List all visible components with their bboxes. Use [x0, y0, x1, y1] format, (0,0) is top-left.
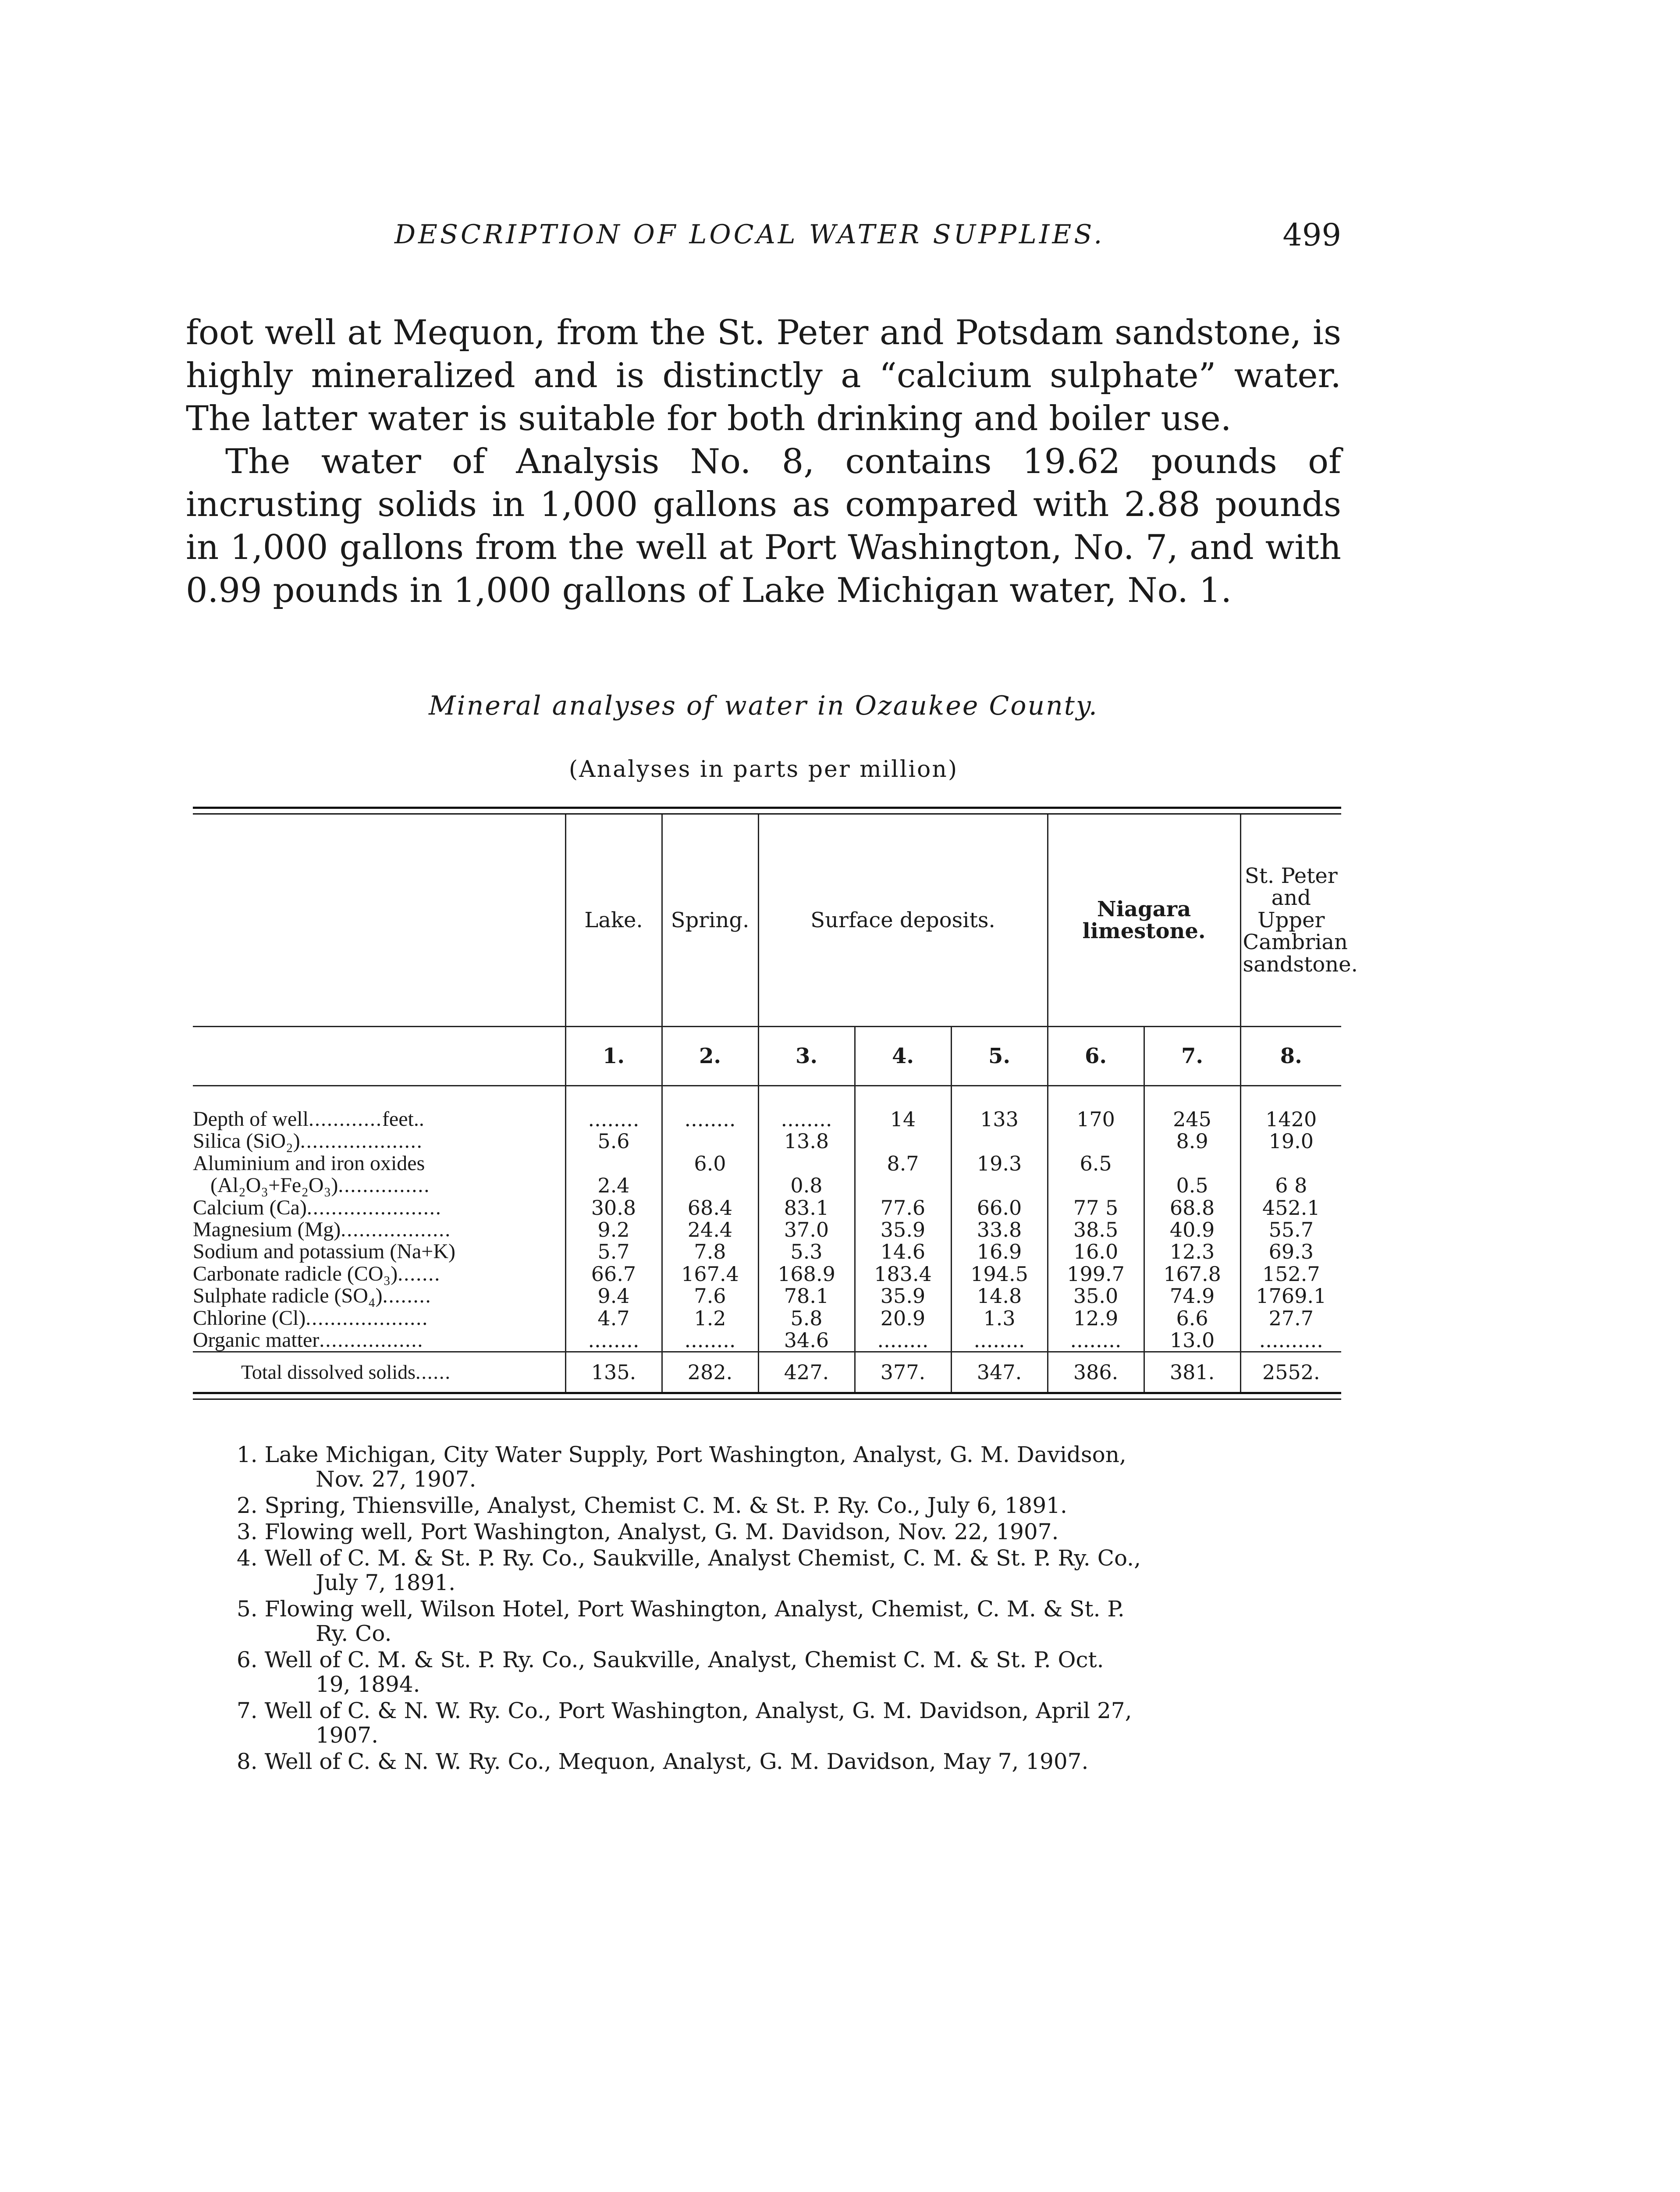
table-cell: 245 — [1144, 1086, 1240, 1131]
footnote — [237, 1698, 1341, 1747]
table-cell: 19.3 — [951, 1153, 1048, 1174]
footnote-text: Flowing well, Port Washington, Analyst, G. M. Davidson, Nov. 22, 1907. — [264, 1519, 1059, 1544]
table-cell: ........ — [1048, 1329, 1144, 1352]
leader-dots: ...... — [416, 1361, 451, 1384]
footnotes — [237, 1442, 1341, 1776]
table-cell: ........ — [758, 1086, 855, 1131]
table-cell: 452.1 — [1240, 1197, 1341, 1219]
table-cell: 78.1 — [758, 1285, 855, 1307]
table-cell: 74.9 — [1144, 1285, 1240, 1307]
table-cell — [1240, 1153, 1341, 1174]
table-cell: 68.8 — [1144, 1197, 1240, 1219]
table-row — [193, 1086, 1341, 1131]
row-label — [193, 1086, 565, 1131]
leader-dots: ........ — [382, 1284, 432, 1308]
footnote-continuation: Nov. 27, 1907. — [316, 1466, 476, 1492]
table-cell: 77.6 — [855, 1197, 951, 1219]
table-cell — [855, 1130, 951, 1152]
table-cell: 12.3 — [1144, 1241, 1240, 1263]
footnote-number: 6. — [237, 1647, 258, 1672]
table-cell: 14.8 — [951, 1285, 1048, 1307]
footnote-number: 1. — [237, 1442, 258, 1467]
table-cell: 30.8 — [565, 1197, 662, 1219]
footnote-text: Well of C. M. & St. P. Ry. Co., Saukville, Analyst, Chemist C. M. & St. P. Oct. — [264, 1647, 1104, 1672]
header-lake: Lake. — [565, 815, 662, 1027]
footnote-number: 3. — [237, 1519, 258, 1544]
header-spring: Spring. — [662, 815, 758, 1027]
row-label-text: Sodium and potassium (Na+K) — [193, 1240, 456, 1263]
leader-dots: .................. — [341, 1217, 451, 1241]
footnote — [237, 1749, 1341, 1774]
table-cell: ........ — [565, 1329, 662, 1352]
table-cell: ........ — [662, 1086, 758, 1131]
stub-header — [193, 815, 565, 1027]
row-label — [193, 1153, 565, 1174]
row-label-text: Depth of well — [193, 1107, 309, 1131]
table-cell: 8.7 — [855, 1153, 951, 1174]
table-cell: 83.1 — [758, 1197, 855, 1219]
table-cell: 27.7 — [1240, 1307, 1341, 1329]
row-label — [193, 1263, 565, 1285]
footnote — [237, 1546, 1341, 1595]
table-cell: 7.6 — [662, 1285, 758, 1307]
page-number: 499 — [1282, 217, 1341, 253]
paragraph: foot well at Mequon, from the St. Peter and Potsdam sandstone, is highly mineralized and is distinctly a “calcium sulphate” water. The latter water is suitable for both drinking and boiler use. — [186, 313, 1341, 438]
table-cell: 1420 — [1240, 1086, 1341, 1131]
row-label-text: Organic matter — [193, 1328, 320, 1352]
column-number: 7. — [1144, 1027, 1240, 1086]
footnote-continuation: 1907. — [316, 1722, 379, 1748]
table-cell — [951, 1130, 1048, 1152]
table-cell: 5.8 — [758, 1307, 855, 1329]
paragraph: The water of Analysis No. 8, contains 19.62 pounds of incrusting solids in 1,000 gallons as compared with 2.88 pounds in 1,000 gallons from the well at Port Washington, No. 7, and with 0.99 pounds in 1,000 gallons of Lake Michigan water, No. 1. — [186, 442, 1341, 610]
header-st-peter-sandstone: St. Peter and Upper Cambrian sandstone. — [1240, 815, 1341, 1027]
table-cell: 8.9 — [1144, 1130, 1240, 1152]
table-cell: 5.3 — [758, 1241, 855, 1263]
mineral-analyses-table — [193, 815, 1358, 1392]
table-cell: 69.3 — [1240, 1241, 1341, 1263]
table-cell: 20.9 — [855, 1307, 951, 1329]
row-label-text: Magnesium (Mg) — [193, 1217, 341, 1241]
total-cell: 347. — [951, 1352, 1048, 1392]
table-cell — [951, 1174, 1048, 1196]
row-label — [193, 1285, 565, 1307]
table-cell — [662, 1174, 758, 1196]
row-label — [193, 1241, 565, 1263]
row-label-text: Carbonate radicle (CO₃) — [193, 1262, 398, 1285]
table-cell: 183.4 — [855, 1263, 951, 1285]
table-cell: 19.0 — [1240, 1130, 1341, 1152]
footnote — [237, 1519, 1341, 1544]
footnote — [237, 1597, 1341, 1646]
table-cell: 77 5 — [1048, 1197, 1144, 1219]
table-cell: ........ — [662, 1329, 758, 1352]
total-cell: 377. — [855, 1352, 951, 1392]
row-label-text: Aluminium and iron oxides — [193, 1151, 425, 1175]
table-cell: 38.5 — [1048, 1219, 1144, 1241]
table-cell: 1769.1 — [1240, 1285, 1341, 1307]
table-cell: 167.8 — [1144, 1263, 1240, 1285]
table-cell: 5.7 — [565, 1241, 662, 1263]
table-cell: 4.7 — [565, 1307, 662, 1329]
table-cell — [1048, 1174, 1144, 1196]
table-cell: 13.8 — [758, 1130, 855, 1152]
footnote-text: Well of C. & N. W. Ry. Co., Mequon, Analyst, G. M. Davidson, May 7, 1907. — [264, 1749, 1089, 1774]
column-number: 4. — [855, 1027, 951, 1086]
row-label — [193, 1130, 565, 1152]
table-cell: 168.9 — [758, 1263, 855, 1285]
table-cell: 24.4 — [662, 1219, 758, 1241]
table-cell — [565, 1153, 662, 1174]
table-row — [193, 1307, 1341, 1329]
row-label-text: Calcium (Ca) — [193, 1196, 307, 1219]
leader-dots: ............... — [338, 1174, 430, 1197]
footnote-text: Spring, Thiensville, Analyst, Chemist C. M. & St. P. Ry. Co., July 6, 1891. — [264, 1493, 1067, 1518]
table-cell: 34.6 — [758, 1329, 855, 1352]
table-cell: ........ — [951, 1329, 1048, 1352]
footnote-text: Flowing well, Wilson Hotel, Port Washington, Analyst, Chemist, C. M. & St. P. — [264, 1596, 1125, 1622]
column-number: 8. — [1240, 1027, 1341, 1086]
table-caption: Mineral analyses of water in Ozaukee County. — [429, 690, 1098, 721]
footnote-number: 8. — [237, 1749, 258, 1774]
row-label-text: Total dissolved solids — [241, 1361, 416, 1384]
table-cell: 6.0 — [662, 1153, 758, 1174]
row-label — [193, 1174, 565, 1196]
table-cell: 5.6 — [565, 1130, 662, 1152]
footnote-number: 2. — [237, 1493, 258, 1518]
table-cell: 13.0 — [1144, 1329, 1240, 1352]
table-cell: 7.8 — [662, 1241, 758, 1263]
row-label-text: (Al₂O₃+Fe₂O₃) — [210, 1174, 338, 1197]
table-cell: 9.2 — [565, 1219, 662, 1241]
row-unit: feet.. — [382, 1107, 424, 1131]
leader-dots: .................... — [305, 1306, 429, 1330]
row-label — [193, 1352, 565, 1392]
column-number: 3. — [758, 1027, 855, 1086]
footnote — [237, 1493, 1341, 1518]
table-cell: 1.3 — [951, 1307, 1048, 1329]
leader-dots: ............ — [308, 1107, 382, 1131]
table-cell: 16.9 — [951, 1241, 1048, 1263]
table-cell: 1.2 — [662, 1307, 758, 1329]
table-cell: 152.7 — [1240, 1263, 1341, 1285]
analysis-table-wrapper — [193, 807, 1358, 1400]
table-cell: 35.0 — [1048, 1285, 1144, 1307]
table-row — [193, 1130, 1341, 1152]
total-row — [193, 1352, 1341, 1392]
table-cell: 14 — [855, 1086, 951, 1131]
footnote-continuation: July 7, 1891. — [316, 1570, 456, 1595]
table-subcaption: (Analyses in parts per million) — [568, 756, 959, 783]
running-head: DESCRIPTION OF LOCAL WATER SUPPLIES. — [394, 219, 1105, 250]
table-cell: 40.9 — [1144, 1219, 1240, 1241]
table-cell: 66.7 — [565, 1263, 662, 1285]
footnote-number: 4. — [237, 1545, 258, 1571]
header-surface-deposits: Surface deposits. — [758, 815, 1048, 1027]
table-cell: 66.0 — [951, 1197, 1048, 1219]
table-cell — [1048, 1130, 1144, 1152]
body-text — [186, 311, 1341, 612]
row-label — [193, 1219, 565, 1241]
table-cell: .......... — [1240, 1329, 1341, 1352]
leader-dots: ...................... — [306, 1196, 442, 1219]
table-cell: 9.4 — [565, 1285, 662, 1307]
table-row — [193, 1241, 1341, 1263]
table-cell: 6.5 — [1048, 1153, 1144, 1174]
table-cell: 16.0 — [1048, 1241, 1144, 1263]
header-niagara-limestone: Niagara limestone. — [1048, 815, 1240, 1027]
table-cell — [1144, 1153, 1240, 1174]
table-cell: 33.8 — [951, 1219, 1048, 1241]
column-number: 1. — [565, 1027, 662, 1086]
table-cell: 2.4 — [565, 1174, 662, 1196]
table-cell: ........ — [565, 1086, 662, 1131]
table-bottom-rule — [193, 1392, 1341, 1400]
footnote-number: 5. — [237, 1596, 258, 1622]
footnote-number: 7. — [237, 1698, 258, 1723]
leader-dots: .................... — [300, 1129, 423, 1153]
table-cell: 37.0 — [758, 1219, 855, 1241]
table-cell: 167.4 — [662, 1263, 758, 1285]
group-header-row — [193, 815, 1341, 1027]
table-cell: 0.8 — [758, 1174, 855, 1196]
stub-header — [193, 1027, 565, 1086]
column-number: 5. — [951, 1027, 1048, 1086]
footnote-text: Well of C. & N. W. Ry. Co., Port Washington, Analyst, G. M. Davidson, April 27, — [264, 1698, 1132, 1723]
table-cell: 170 — [1048, 1086, 1144, 1131]
row-label-text: Silica (SiO₂) — [193, 1129, 300, 1153]
row-label-text: Chlorine (Cl) — [193, 1306, 306, 1330]
table-cell: 14.6 — [855, 1241, 951, 1263]
table-cell: 35.9 — [855, 1285, 951, 1307]
table-row — [193, 1219, 1341, 1241]
table-cell — [662, 1130, 758, 1152]
total-cell: 427. — [758, 1352, 855, 1392]
table-cell: 68.4 — [662, 1197, 758, 1219]
table-cell: 199.7 — [1048, 1263, 1144, 1285]
footnote — [237, 1648, 1341, 1697]
table-top-rule — [193, 807, 1341, 815]
total-cell: 282. — [662, 1352, 758, 1392]
footnote — [237, 1442, 1341, 1491]
footnote-continuation: 19, 1894. — [316, 1672, 420, 1697]
table-cell: 12.9 — [1048, 1307, 1144, 1329]
table-cell: 133 — [951, 1086, 1048, 1131]
table-cell: 194.5 — [951, 1263, 1048, 1285]
table-row — [193, 1285, 1341, 1307]
total-cell: 2552. — [1240, 1352, 1341, 1392]
table-row — [193, 1329, 1341, 1352]
leader-dots: ....... — [398, 1262, 441, 1285]
footnote-continuation: Ry. Co. — [316, 1621, 392, 1646]
table-cell: 6.6 — [1144, 1307, 1240, 1329]
table-cell — [758, 1153, 855, 1174]
column-number: 6. — [1048, 1027, 1144, 1086]
table-cell: 0.5 — [1144, 1174, 1240, 1196]
table-cell: 35.9 — [855, 1219, 951, 1241]
total-cell: 381. — [1144, 1352, 1240, 1392]
table-cell: ........ — [855, 1329, 951, 1352]
column-number: 2. — [662, 1027, 758, 1086]
row-label — [193, 1197, 565, 1219]
row-label — [193, 1329, 565, 1352]
table-body — [193, 1086, 1341, 1392]
total-cell: 386. — [1048, 1352, 1144, 1392]
table-row — [193, 1153, 1341, 1174]
table-row — [193, 1197, 1341, 1219]
table-row — [193, 1174, 1341, 1196]
table-cell: 6 8 — [1240, 1174, 1341, 1196]
total-cell: 135. — [565, 1352, 662, 1392]
footnote-text: Well of C. M. & St. P. Ry. Co., Saukville, Analyst Chemist, C. M. & St. P. Ry. Co., — [264, 1545, 1141, 1571]
column-number-row — [193, 1027, 1341, 1086]
table-cell — [855, 1174, 951, 1196]
row-label — [193, 1307, 565, 1329]
footnote-text: Lake Michigan, City Water Supply, Port Washington, Analyst, G. M. Davidson, — [264, 1442, 1126, 1467]
leader-dots: ................. — [319, 1328, 424, 1352]
table-row — [193, 1263, 1341, 1285]
row-label-text: Sulphate radicle (SO₄) — [193, 1284, 383, 1308]
table-cell: 55.7 — [1240, 1219, 1341, 1241]
